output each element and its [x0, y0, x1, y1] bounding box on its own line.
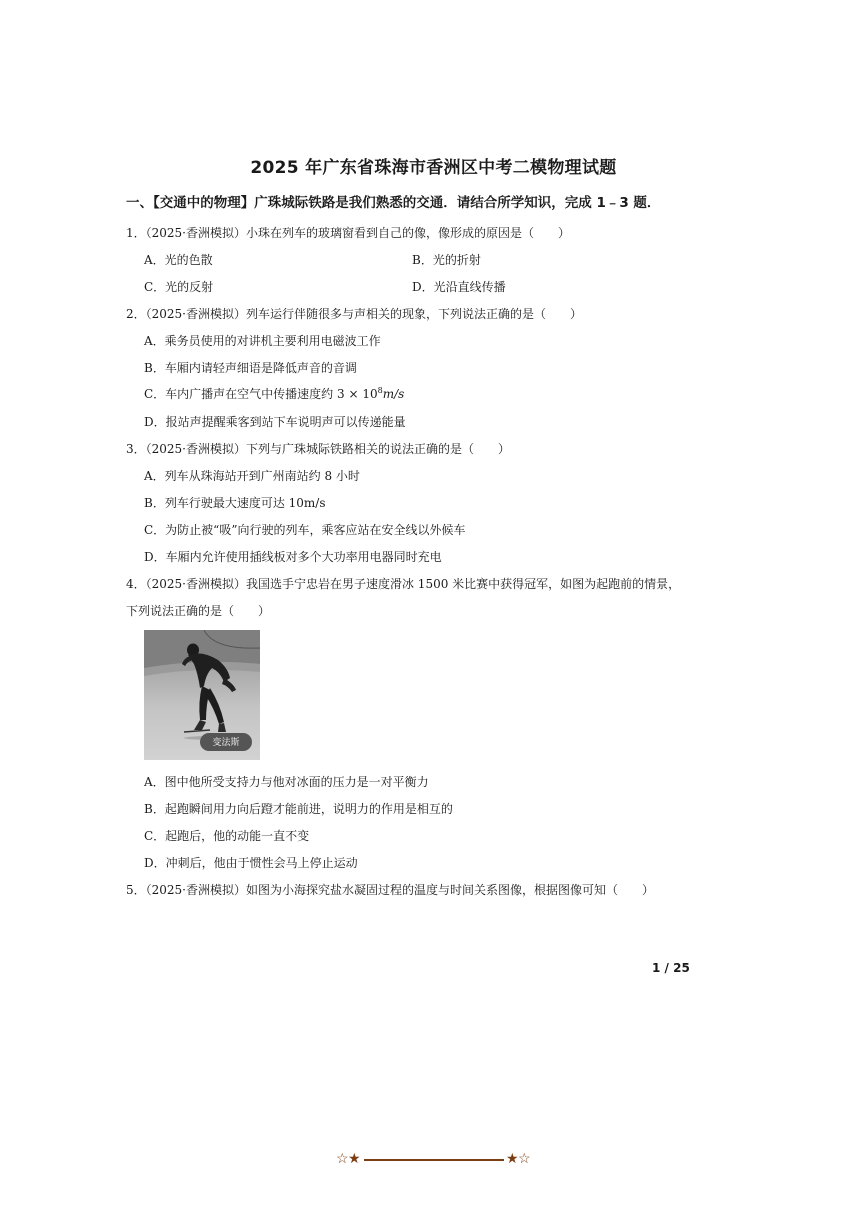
question-2-option-c-exponent: 8	[377, 386, 383, 395]
section-heading: 一、【交通中的物理】广珠城际铁路是我们熟悉的交通．请结合所学知识，完成 1﹣3 题．	[126, 195, 661, 211]
question-2-option-d: D．报站声提醒乘客到站下车说明声可以传递能量	[144, 415, 406, 429]
question-2-option-b: B．车厢内请轻声细语是降低声音的音调	[144, 361, 357, 375]
footer-divider	[364, 1159, 504, 1161]
question-3-option-a: A．列车从珠海站开到广州南站约 8 小时	[144, 469, 360, 483]
question-4-option-d: D．冲刺后，他由于惯性会马上停止运动	[144, 856, 358, 870]
question-2-option-c-unit: m/s	[382, 387, 405, 401]
question-3-stem: 3．（2025·香洲模拟）下列与广珠城际铁路相关的说法正确的是（ ）	[126, 442, 510, 456]
question-3-option-c: C．为防止被“吸”向行驶的列车，乘客应站在安全线以外候车	[144, 523, 466, 537]
question-1-option-b: B．光的折射	[412, 253, 481, 267]
star-icon: ☆	[518, 1151, 531, 1167]
star-icon: ★	[506, 1151, 519, 1167]
footer-ornament	[336, 1149, 532, 1169]
star-icon: ★	[348, 1151, 361, 1167]
question-5-stem: 5．（2025·香洲模拟）如图为小海探究盐水凝固过程的温度与时间关系图像，根据图像可知（ ）	[126, 883, 654, 897]
question-1-option-d: D．光沿直线传播	[412, 280, 506, 294]
question-4-option-c: C．起跑后，他的动能一直不变	[144, 829, 310, 843]
question-2-option-a: A．乘务员使用的对讲机主要利用电磁波工作	[144, 334, 381, 348]
question-4-option-a: A．图中他所受支持力与他对冰面的压力是一对平衡力	[144, 775, 429, 789]
question-4-option-b: B．起跑瞬间用力向后蹬才能前进，说明力的作用是相互的	[144, 802, 453, 816]
question-1-option-c: C．光的反射	[144, 280, 214, 294]
question-1-stem: 1．（2025·香洲模拟）小珠在列车的玻璃窗看到自己的像，像形成的原因是（ ）	[126, 226, 570, 240]
page-title: 2025 年广东省珠海市香洲区中考二模物理试题	[250, 158, 617, 178]
speed-skater-photo	[144, 630, 260, 760]
star-icon: ☆	[336, 1151, 349, 1167]
page-number: 1 / 25	[652, 961, 690, 975]
photo-caption-badge: 变法斯	[212, 738, 240, 748]
question-1-option-a: A．光的色散	[144, 253, 213, 267]
question-3-option-d: D．车厢内允许使用插线板对多个大功率用电器同时充电	[144, 550, 442, 564]
question-2-stem: 2．（2025·香洲模拟）列车运行伴随很多与声相关的现象，下列说法正确的是（ ）	[126, 307, 582, 321]
question-4-stem-line-1: 4．（2025·香洲模拟）我国选手宁忠岩在男子速度滑冰 1500 米比赛中获得冠军，如图为起跑前的情景，	[126, 577, 681, 591]
question-2-option-c	[144, 385, 404, 402]
question-4-stem-line-2: 下列说法正确的是（ ）	[126, 604, 271, 618]
question-2-option-c-text: C．车内广播声在空气中传播速度约 3 × 10	[144, 387, 378, 401]
question-3-option-b: B．列车行驶最大速度可达 10m/s	[144, 496, 326, 510]
